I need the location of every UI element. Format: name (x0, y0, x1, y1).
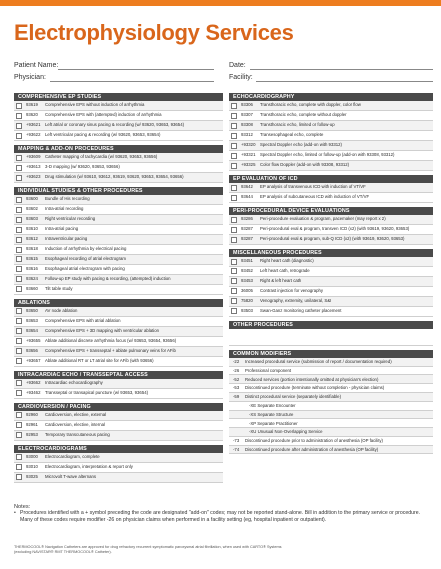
checkbox[interactable] (16, 247, 22, 253)
modifier-code: -52 (233, 376, 240, 382)
code-row[interactable] (14, 411, 223, 421)
cpt-code: 93287 (241, 236, 253, 242)
cpt-code: 93306 (241, 102, 253, 108)
cpt-code: 93656 (26, 347, 38, 353)
cpt-code: 93600 (26, 196, 38, 202)
checkbox[interactable] (16, 113, 22, 119)
code-description: Left ventricular pacing & recording (w/ 93620, 93653, 93654) (45, 132, 161, 138)
checkbox[interactable] (16, 197, 22, 203)
code-description: EP analysis of subcutaneous ICD with induction of VT/VF (260, 194, 370, 200)
section-echocardiography (229, 93, 433, 171)
checkbox[interactable] (231, 308, 237, 314)
code-description: Discontinued procedure prior to administration of anesthesia (OP facility) (245, 438, 383, 444)
code-description: EP analysis of transvenous ICD with induction of VT/VF (260, 184, 366, 190)
cpt-code: 93616 (26, 266, 38, 272)
checkbox[interactable] (16, 123, 22, 129)
code-description: Discontinued procedure after administration of anesthesia (OP facility) (245, 446, 379, 452)
code-description: Catheter mapping of tachycardia (w/ 93620, 93653, 93656) (45, 154, 158, 160)
section-title: OTHER PROCEDURES (229, 321, 433, 329)
code-description: Tilt table study (45, 286, 73, 292)
cpt-code: +93613 (26, 164, 41, 170)
cpt-code: 93624 (26, 276, 38, 282)
footer-line-1: THERMOCOOL® Navigation Catheters are approved for drug refractory recurrent symptomatic paroxysmal atrial fibrillation, when used with CARTO® Systems (14, 545, 282, 549)
code-row[interactable] (229, 161, 433, 171)
section-title: EP EVALUATION OF ICD (229, 175, 433, 183)
modifier-row (229, 428, 433, 437)
facility-field[interactable] (256, 81, 433, 82)
code-description: Peri-procedural eval & program, sub-Q ICD (x2) (with 93619, 93620, 93653) (260, 236, 405, 242)
code-description: Induction of arrhythmia by electrical pacing (45, 246, 127, 252)
code-row[interactable] (229, 215, 433, 225)
checkbox[interactable] (16, 308, 22, 314)
code-row[interactable] (14, 327, 223, 337)
checkbox[interactable] (16, 338, 22, 344)
code-description: Intra-atrial recording (45, 206, 84, 212)
code-row[interactable] (14, 111, 223, 121)
modifier-row (229, 384, 433, 393)
physician-field[interactable] (50, 81, 214, 82)
cpt-code: 36005 (241, 288, 253, 294)
code-row[interactable] (229, 141, 433, 151)
cpt-code: 93610 (26, 226, 38, 232)
code-description: Spectral Doppler echo, limited or follow-up (add-on with 93308, 93312) (260, 152, 395, 158)
section-peri-procedural-device-evaluations (229, 207, 433, 245)
checkbox[interactable] (231, 153, 237, 159)
modifier-code: -22 (233, 359, 240, 365)
cpt-code: 93603 (26, 216, 38, 222)
code-row[interactable] (14, 205, 223, 215)
checkbox[interactable] (231, 237, 237, 243)
cpt-code: 92961 (26, 421, 38, 427)
code-row[interactable] (14, 235, 223, 245)
section-title: COMMON MODIFIERS (229, 350, 433, 358)
modifier-row (229, 419, 433, 428)
code-row[interactable] (14, 463, 223, 473)
checkbox[interactable] (16, 358, 22, 364)
checkbox[interactable] (231, 288, 237, 294)
code-description: 3-D mapping (w/ 93620, 93653, 93656) (45, 164, 120, 170)
cpt-code: 93307 (241, 112, 253, 118)
cpt-code: +93623 (26, 174, 41, 180)
modifier-row (229, 358, 433, 367)
cpt-code: 93620 (26, 112, 38, 118)
code-description: Professional component (245, 367, 292, 373)
code-row[interactable] (229, 307, 433, 317)
cpt-code: 93451 (241, 258, 253, 264)
cpt-code: 93660 (26, 286, 38, 292)
code-description: Cardioversion, elective, internal (45, 421, 105, 427)
cpt-code: 93618 (26, 246, 38, 252)
cpt-code: 93000 (26, 453, 38, 459)
section-title: INTRACARDIAC ECHO / TRANSSEPTAL ACCESS (14, 371, 223, 379)
cpt-code: 93653 (26, 318, 38, 324)
section-title: ELECTROCARDIOGRAMS (14, 445, 223, 453)
notes-modifier-26: Many of these codes require modifier -26 on physician claims when performed in a facility setting (eg, hospital inpatient or outpatient). (20, 516, 327, 523)
checkbox[interactable] (16, 217, 22, 223)
footer-disclaimer (14, 545, 434, 555)
section-title: INDIVIDUAL STUDIES & OTHER PROCEDURES (14, 187, 223, 195)
code-row[interactable] (229, 193, 433, 203)
section-title: MAPPING & ADD-ON PROCEDURES (14, 145, 223, 153)
patient-name-field[interactable] (58, 69, 214, 70)
checkbox[interactable] (16, 474, 22, 480)
cpt-code: 93453 (241, 278, 253, 284)
code-row[interactable] (229, 235, 433, 245)
code-description: Spectral Doppler echo (add-on with 93312) (260, 142, 342, 148)
code-row[interactable] (229, 151, 433, 161)
section-title: CARDIOVERSION / PACING (14, 403, 223, 411)
code-row[interactable] (229, 121, 433, 131)
code-row[interactable] (14, 121, 223, 131)
code-row[interactable] (14, 337, 223, 347)
code-description: Cardioversion, elective, external (45, 411, 107, 417)
checkbox[interactable] (16, 165, 22, 171)
cpt-code: 93312 (241, 132, 253, 138)
right-column (229, 93, 433, 458)
cpt-code: 92953 (26, 431, 38, 437)
code-row[interactable] (14, 317, 223, 327)
page-title: Electrophysiology Services (14, 20, 294, 45)
cpt-code: +93320 (241, 142, 256, 148)
footer-line-2: (excluding NAVISTAR® RMT THERMOCOOL® Catheter). (14, 549, 112, 554)
checkbox[interactable] (16, 412, 22, 418)
code-description: Increased procedural service (submission of report / documentation required) (245, 359, 392, 365)
checkbox[interactable] (16, 237, 22, 243)
code-row[interactable] (14, 389, 223, 399)
cpt-code: +93609 (26, 154, 41, 160)
cpt-code: +93657 (26, 357, 41, 363)
checkbox[interactable] (16, 207, 22, 213)
code-row[interactable] (14, 285, 223, 295)
cpt-code: +93655 (26, 337, 41, 343)
code-row[interactable] (14, 431, 223, 441)
code-description: Right & left heart cath (260, 278, 302, 284)
code-description: Esophageal recording of atrial electrogram (45, 256, 126, 262)
code-row[interactable] (14, 245, 223, 255)
section-ep-evaluation-of-icd (229, 175, 433, 203)
code-description: Ablate additional RT or LT atrial site for AFib (with 93656) (45, 357, 154, 363)
cpt-code: 93615 (26, 256, 38, 262)
checkbox[interactable] (16, 276, 22, 282)
code-row[interactable] (229, 131, 433, 141)
code-row[interactable] (14, 255, 223, 265)
section-comprehensive-ep-studies (14, 93, 223, 141)
code-description: -XP Separate Practitioner (249, 420, 298, 426)
modifier-code: -74 (233, 446, 240, 452)
section-title: MISCELLANEOUS PROCEDURES (229, 249, 433, 257)
code-row[interactable] (14, 195, 223, 205)
checkbox[interactable] (231, 103, 237, 109)
checkbox[interactable] (231, 278, 237, 284)
code-row[interactable] (229, 267, 433, 277)
code-description: Comprehensive EPS with (attempted) induction of arrhythmia (45, 112, 162, 118)
checkbox[interactable] (231, 298, 237, 304)
checkbox[interactable] (231, 185, 237, 191)
cpt-code: 93602 (26, 206, 38, 212)
code-row[interactable] (14, 453, 223, 463)
code-description: Esophageal atrial electrogram with pacing (45, 266, 125, 272)
cpt-code: +93622 (26, 132, 41, 138)
checkbox[interactable] (16, 328, 22, 334)
modifier-code: -73 (233, 438, 240, 444)
code-description: Electrocardiogram, interpretation & report only (45, 463, 133, 469)
left-column (14, 93, 223, 487)
section-common-modifiers (229, 350, 433, 455)
modifier-code: -53 (233, 385, 240, 391)
code-description: Comprehensive EPS + 3D mapping with ventricular ablation (45, 328, 160, 333)
section-electrocardiograms (14, 445, 223, 483)
code-description: Drug stimulation (w/ 93610, 93612, 93619, 93620, 93653, 93654, 93656) (45, 174, 184, 180)
checkbox[interactable] (231, 133, 237, 139)
checkbox[interactable] (231, 123, 237, 129)
code-description: -XE Separate Encounter (249, 403, 296, 408)
checkbox[interactable] (231, 227, 237, 233)
cpt-code: 93503 (241, 308, 253, 314)
checkbox[interactable] (231, 217, 237, 223)
code-description: Contrast injection for venography (260, 288, 324, 294)
checkbox[interactable] (16, 464, 22, 470)
cpt-code: 75820 (241, 298, 253, 304)
code-row[interactable] (14, 215, 223, 225)
section-mapping-add-on-procedures (14, 145, 223, 183)
section-other-procedures (229, 321, 433, 346)
code-description: Discontinued procedure (terminate without completion - physician claims) (245, 385, 385, 391)
code-description: Transthoracic echo, complete without doppler (260, 112, 347, 118)
code-description: Comprehensive EPS without induction of arrhythmia (45, 102, 145, 108)
code-description: Reduced services (portion intentionally omitted at physician's election) (245, 376, 379, 382)
checkbox[interactable] (231, 195, 237, 201)
cpt-code: 93619 (26, 102, 38, 108)
notes-heading: Notes: (14, 504, 31, 510)
cpt-code: 93010 (26, 463, 38, 469)
section-title: COMPREHENSIVE EP STUDIES (14, 93, 223, 101)
modifier-row (229, 437, 433, 446)
code-description: Distinct procedural service (separately identifiable) (245, 394, 342, 400)
code-description: Right ventricular recording (45, 216, 96, 222)
code-description: Ablate additional discrete arrhythmia focus (w/ 93653, 93654, 93656) (45, 337, 177, 343)
checkbox[interactable] (16, 103, 22, 109)
checkbox[interactable] (231, 143, 237, 149)
code-description: Swan-Ganz monitoring catheter placement (260, 308, 342, 314)
patient-name-label: Patient Name: (14, 62, 59, 69)
physician-label: Physician: (14, 74, 46, 81)
code-row[interactable] (14, 131, 223, 141)
cpt-code: 93025 (26, 473, 38, 479)
cpt-code: +93321 (241, 152, 256, 158)
checkbox[interactable] (16, 175, 22, 181)
checkbox[interactable] (16, 454, 22, 460)
checkbox[interactable] (16, 266, 22, 272)
code-row[interactable] (229, 101, 433, 111)
code-description: Transseptal or transapical puncture (w/ 93653, 93654) (45, 389, 149, 395)
code-description: Left atrial or coronary sinus pacing & recording (w/ 93620, 93653, 93654) (45, 122, 185, 128)
code-row[interactable] (14, 357, 223, 367)
checkbox[interactable] (231, 113, 237, 119)
code-description: Color flow Doppler (add-on with 93308, 93312) (260, 162, 350, 168)
checkbox[interactable] (231, 259, 237, 265)
code-description: Intracardiac echocardiography (45, 379, 103, 385)
modifier-row (229, 375, 433, 384)
code-description: Left heart cath, retrograde (260, 268, 310, 274)
code-row[interactable] (14, 153, 223, 163)
section-intracardiac-echo-transseptal-access (14, 371, 223, 399)
code-row[interactable] (14, 173, 223, 183)
code-row[interactable] (229, 225, 433, 235)
cpt-code: +93325 (241, 162, 256, 168)
code-description: Microvolt T-wave alternans (45, 473, 97, 479)
code-description: Peri-procedure evaluation & program, pacemaker (may report x 2) (260, 216, 386, 222)
code-description: Venography, extremity, unilateral, S&I (260, 298, 332, 304)
code-description: Transesophageal echo, complete (260, 132, 324, 138)
code-row[interactable] (229, 257, 433, 267)
code-description: Bundle of His recording (45, 196, 90, 202)
code-description: Follow-up EP study with pacing & recording, (attempted) induction (45, 276, 171, 282)
modifier-row (229, 393, 433, 402)
code-row[interactable] (229, 183, 433, 193)
code-row[interactable] (229, 297, 433, 307)
checkbox[interactable] (16, 422, 22, 428)
code-row[interactable] (14, 473, 223, 483)
code-description: AV node ablation (45, 308, 78, 314)
cpt-code: +93662 (26, 379, 41, 385)
code-row[interactable] (229, 287, 433, 297)
date-field[interactable] (250, 69, 433, 70)
code-description: Comprehensive EPS with atrial ablation (45, 318, 121, 324)
modifier-code: -26 (233, 367, 240, 373)
section-title: PERI-PROCEDURAL DEVICE EVALUATIONS (229, 207, 433, 215)
checkbox[interactable] (16, 256, 22, 262)
checkbox[interactable] (16, 286, 22, 292)
code-row[interactable] (14, 163, 223, 173)
code-description: Intra-atrial pacing (45, 226, 79, 232)
checkbox[interactable] (16, 133, 22, 139)
section-title: ABLATIONS (14, 299, 223, 307)
code-description: Electrocardiogram, complete (45, 453, 100, 459)
code-row[interactable] (14, 421, 223, 431)
code-description: Right heart cath (diagnostic) (260, 258, 314, 264)
checkbox[interactable] (16, 318, 22, 324)
code-row[interactable] (14, 225, 223, 235)
cpt-code: 93650 (26, 308, 38, 314)
code-row[interactable] (14, 347, 223, 357)
cpt-code: +93621 (26, 122, 41, 128)
notes-bullet-add-on: • Procedures identified with a + symbol preceding the code are designated "add-on" codes; may not be reported stand-alone. Bill in addition to the primary service or procedure. (14, 510, 434, 516)
date-label: Date: (229, 62, 246, 69)
section-cardioversion-pacing (14, 403, 223, 441)
checkbox[interactable] (231, 268, 237, 274)
code-row[interactable] (14, 307, 223, 317)
checkbox[interactable] (231, 163, 237, 169)
modifier-row (229, 446, 433, 455)
cpt-code: 93286 (241, 216, 253, 222)
cpt-code: 93452 (241, 268, 253, 274)
code-description: -XU Unusual Non-Overlapping Service (249, 429, 323, 435)
checkbox[interactable] (16, 390, 22, 396)
code-row[interactable] (14, 379, 223, 389)
cpt-code: 93642 (241, 184, 253, 190)
cpt-code: 93654 (26, 328, 38, 333)
code-row[interactable] (14, 275, 223, 285)
facility-label: Facility: (229, 74, 253, 81)
cpt-code: 93644 (241, 194, 253, 200)
code-row[interactable] (14, 265, 223, 275)
modifier-row (229, 411, 433, 420)
checkbox[interactable] (16, 155, 22, 161)
section-title: ECHOCARDIOGRAPHY (229, 93, 433, 101)
top-accent-bar (0, 0, 441, 6)
code-description: Transthoracic echo, complete with doppler, color flow (260, 102, 361, 108)
checkbox[interactable] (16, 348, 22, 354)
section-individual-studies-other-procedures (14, 187, 223, 295)
cpt-code: +93462 (26, 389, 41, 395)
code-description: Comprehensive EPS + transseptal + ablate pulmonary veins for AFib (45, 347, 176, 353)
modifier-row (229, 402, 433, 411)
code-row[interactable] (229, 111, 433, 121)
code-row[interactable] (14, 101, 223, 111)
cpt-code: 93287 (241, 226, 253, 232)
code-description: Temporary transcutaneous pacing (45, 431, 110, 437)
checkbox[interactable] (16, 227, 22, 233)
section-ablations (14, 299, 223, 367)
cpt-code: 92960 (26, 411, 38, 417)
code-description: Intraventricular pacing (45, 236, 88, 242)
cpt-code: 93612 (26, 236, 38, 242)
modifier-code: -59 (233, 394, 240, 400)
code-description: Transthoracic echo, limited or follow-up (260, 122, 335, 128)
code-description: -XS Separate Structure (249, 411, 294, 417)
checkbox[interactable] (16, 432, 22, 438)
code-description: Peri-procedural eval & program, transven ICD (x2) (with 93619, 93620, 93653) (260, 226, 410, 232)
modifier-row (229, 367, 433, 376)
checkbox[interactable] (16, 380, 22, 386)
section-miscellaneous-procedures (229, 249, 433, 317)
other-procedures-write-in[interactable] (229, 329, 433, 346)
code-row[interactable] (229, 277, 433, 287)
notes-block (14, 504, 434, 523)
cpt-code: 93308 (241, 122, 253, 128)
